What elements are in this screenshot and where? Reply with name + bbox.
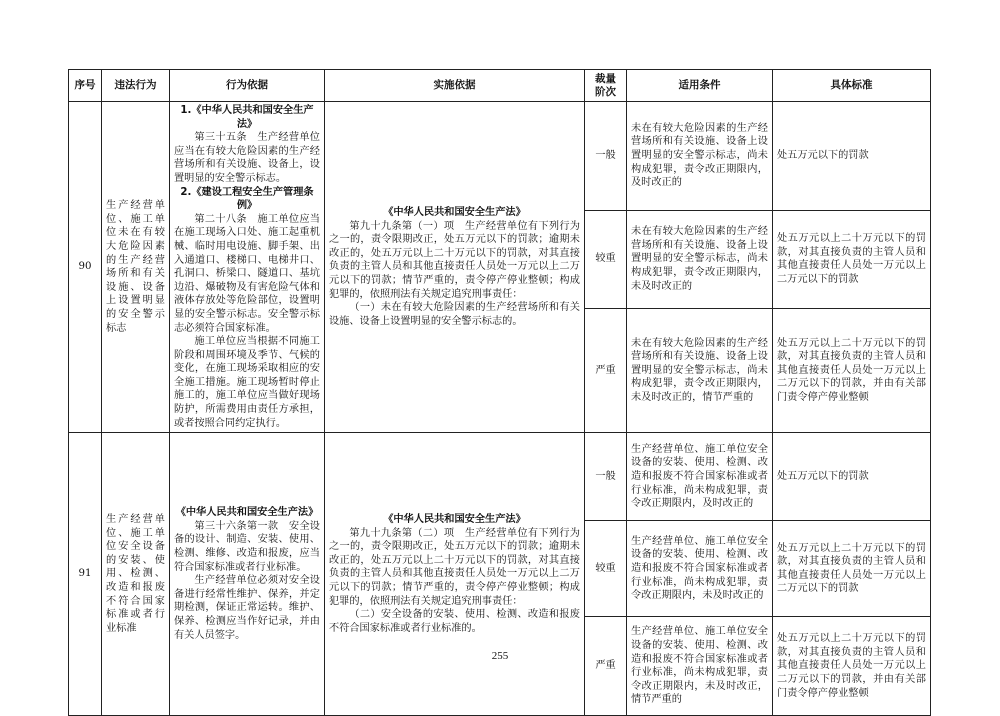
basis-article: 施工单位应当根据不同施工阶段和周围环境及季节、气候的变化，在施工现场采取相应的安全施工措施。施工现场暂时停止施工的，施工单位应当做好现场防护，所需费用由责任方承担，或者按照合同约定执行。 xyxy=(174,336,320,429)
condition-text: 生产经营单位、施工单位安全设备的安装、使用、检测、改造和报废不符合国家标准或者行业标准，尚未构成犯罪，责令改正期限内，未及时改正的 xyxy=(627,521,773,617)
regulation-table xyxy=(68,69,931,716)
condition-text: 生产经营单位、施工单位安全设备的安装、使用、检测、改造和报废不符合国家标准或者行业标准，尚未构成犯罪，责令改正期限内，未及时改正，情节严重的 xyxy=(627,617,773,716)
violation-text: 生产经营单位、施工单位安全设备的安装、使用、检测、改造和报废不符合国家标准或者行业标准 xyxy=(102,433,170,716)
header-level: 裁量 阶次 xyxy=(585,70,627,102)
header-row xyxy=(69,70,931,102)
impl-law-title: 《中华人民共和国安全生产法》 xyxy=(383,514,526,526)
condition-text: 未在有较大危险因素的生产经营场所和有关设施、设备上设置明显的安全警示标志，尚未构成犯罪，责令改正期限内，及时改正的 xyxy=(627,102,773,211)
condition-text: 未在有较大危险因素的生产经营场所和有关设施、设备上设置明显的安全警示标志，尚未构成犯罪，责令改正期限内，未及时改正的，情节严重的 xyxy=(627,308,773,432)
table-row xyxy=(69,433,931,521)
implementation-cell xyxy=(325,102,585,433)
impl-law-title: 《中华人民共和国安全生产法》 xyxy=(383,206,526,218)
table-row xyxy=(69,102,931,211)
level-label: 较重 xyxy=(585,210,627,308)
basis-article: 第三十六条第一款 安全设备的设计、制造、安装、使用、检测、维修、改造和报废，应当符合国家标准或者行业标准。 xyxy=(174,520,320,573)
implementation-cell xyxy=(325,433,585,716)
header-implementation: 实施依据 xyxy=(325,70,585,102)
header-violation: 违法行为 xyxy=(102,70,170,102)
header-standard: 具体标准 xyxy=(773,70,931,102)
level-label: 严重 xyxy=(585,617,627,716)
basis-cell xyxy=(170,433,325,716)
row-seq: 90 xyxy=(69,102,102,433)
level-label: 较重 xyxy=(585,521,627,617)
condition-text: 未在有较大危险因素的生产经营场所和有关设施、设备上设置明显的安全警示标志，尚未构成犯罪，责令改正期限内，未及时改正的 xyxy=(627,210,773,308)
row-seq: 91 xyxy=(69,433,102,716)
level-label: 一般 xyxy=(585,433,627,521)
basis-law-title: 1.《中华人民共和国安全生产法》 xyxy=(180,105,314,130)
basis-cell xyxy=(170,102,325,433)
standard-text: 处五万元以上二十万元以下的罚款，对其直接负责的主管人员和其他直接责任人员处一万元以上二万元以下的罚款 xyxy=(773,210,931,308)
standard-text: 处五万元以上二十万元以下的罚款，对其直接负责的主管人员和其他直接责任人员处一万元以上二万元以下的罚款，并由有关部门责令停产停业整顿 xyxy=(773,308,931,432)
impl-item: （一）未在有较大危险因素的生产经营场所和有关设施、设备上设置明显的安全警示标志的。 xyxy=(329,302,580,327)
standard-text: 处五万元以下的罚款 xyxy=(773,102,931,211)
header-basis: 行为依据 xyxy=(170,70,325,102)
basis-article: 第三十五条 生产经营单位应当在有较大危险因素的生产经营场所和有关设施、设备上，设置明显的安全警示标志。 xyxy=(174,132,320,184)
basis-law-title: 2.《建设工程安全生产管理条例》 xyxy=(180,186,314,212)
violation-text: 生产经营单位、施工单位未在有较大危险因素的生产经营场所和有关设施、设备上设置明显的安全警示标志 xyxy=(102,102,170,433)
basis-law-title: 《中华人民共和国安全生产法》 xyxy=(175,507,319,519)
standard-text: 处五万元以上二十万元以下的罚款，对其直接负责的主管人员和其他直接责任人员处一万元以上二万元以下的罚款，并由有关部门责令停产停业整顿 xyxy=(773,617,931,716)
page-number: 255 xyxy=(491,650,509,662)
header-seq: 序号 xyxy=(69,70,102,102)
condition-text: 生产经营单位、施工单位安全设备的安装、使用、检测、改造和报废不符合国家标准或者行业标准，尚未构成犯罪，责令改正期限内，及时改正的 xyxy=(627,433,773,521)
level-label: 一般 xyxy=(585,102,627,211)
basis-article: 生产经营单位必须对安全设备进行经常性维护、保养，并定期检测，保证正常运转。维护、保养、检测应当作好记录，并由有关人员签字。 xyxy=(174,575,320,641)
standard-text: 处五万元以上二十万元以下的罚款，对其直接负责的主管人员和其他直接责任人员处一万元以上二万元以下的罚款 xyxy=(773,521,931,617)
impl-article: 第九十九条第（二）项 生产经营单位有下列行为之一的，责令限期改正，处五万元以下的罚款；逾期未改正的，处五万元以上二十万元以下的罚款，对其直接负责的主管人员和其他直接责任人员处一万元以上二万元以下的罚款；情节严重的，责令停产停业整顿；构成犯罪的，依照刑法有关规定追究刑事责任： xyxy=(329,527,580,607)
header-condition: 适用条件 xyxy=(627,70,773,102)
basis-article: 第二十八条 施工单位应当在施工现场入口处、施工起重机械、临时用电设施、脚手架、出入通道口、楼梯口、电梯井口、孔洞口、桥梁口、隧道口、基坑边沿、爆破物及有害危险气体和液体存放处等危险部位，设置明显的安全警示标志。安全警示标志必须符合国家标准。 xyxy=(174,213,320,334)
impl-item: （二）安全设备的安装、使用、检测、改造和报废不符合国家标准或者行业标准的。 xyxy=(329,609,580,634)
impl-article: 第九十九条第（一）项 生产经营单位有下列行为之一的，责令限期改正，处五万元以下的罚款；逾期未改正的，处五万元以上二十万元以下的罚款，对其直接负责的主管人员和其他直接责任人员处一万元以上二万元以下的罚款；情节严重的，责令停产停业整顿；构成犯罪的，依照刑法有关规定追究刑事责任： xyxy=(329,220,580,300)
level-label: 严重 xyxy=(585,308,627,432)
standard-text: 处五万元以下的罚款 xyxy=(773,433,931,521)
